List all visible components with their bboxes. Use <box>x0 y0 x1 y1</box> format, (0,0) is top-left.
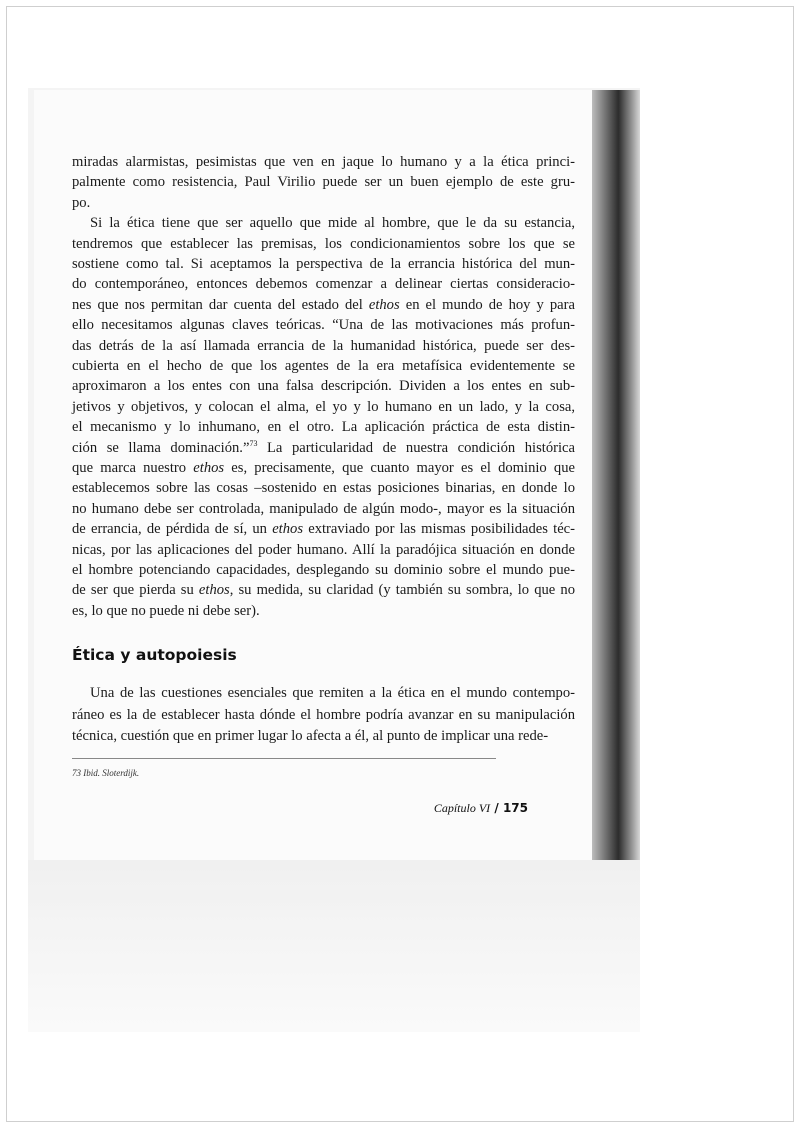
text-line: sostiene como tal. Si aceptamos la perspectiva de la errancia histórica del mun- <box>72 256 575 272</box>
text-line: tendremos que establecer las premisas, los condicionamientos sobre los que se <box>72 235 575 252</box>
text-line: de ser que pierda su ethos, su medida, su claridad (y también su sombra, lo que no <box>72 582 575 599</box>
text-line: el mecanismo y lo inhumano, en el otro. La aplicación práctica de esta distin- <box>72 419 575 436</box>
text-line: aproximaron a los entes con una falsa descripción. Dividen a los entes en sub- <box>72 378 575 395</box>
page-footer <box>400 800 528 816</box>
text-line: Una de las cuestiones esenciales que remiten a la ética en el mundo contempo- <box>90 685 575 701</box>
page-number: 175 <box>502 801 528 815</box>
text-line: jetivos y objetivos, y colocan el alma, el yo y lo humano en un lado, y la cosa, <box>72 398 575 415</box>
text-line: ráneo es la de establecer hasta dónde el hombre podría avanzar en su manipulación <box>72 706 575 723</box>
book-edge-shadow <box>592 90 640 860</box>
text-line: no humano debe ser controlada, manipulado de algún modo-, mayor es la situación <box>72 500 575 517</box>
text-line: nes que nos permitan dar cuenta del estado del ethos en el mundo de hoy y para <box>72 296 575 313</box>
text-line: de errancia, de pérdida de sí, un ethos extraviado por las mismas posibilidades téc- <box>72 521 576 538</box>
text-line: do contemporáneo, entonces debemos comenzar a delinear ciertas consideracio- <box>72 276 575 293</box>
footer-separator: / <box>490 801 503 815</box>
scan-bottom-area <box>28 860 640 1032</box>
text-line: Si la ética tiene que ser aquello que mide al hombre, que le da su estancia, <box>90 215 575 232</box>
text-line: que marca nuestro ethos es, precisamente, que cuanto mayor es el dominio que <box>72 460 575 476</box>
section-heading: Ética y autopoiesis <box>72 646 237 664</box>
text-line: es, lo que no puede ni debe ser). <box>72 602 260 619</box>
text-line: das detrás de la así llamada errancia de la humanidad histórica, puede ser des- <box>72 337 575 354</box>
text-line: palmente como resistencia, Paul Virilio puede ser un buen ejemplo de este gru- <box>72 174 575 191</box>
text-line: po. <box>72 194 91 211</box>
footnote-divider <box>72 758 496 759</box>
text-line: cubierta en el hecho de que los agentes de la era metafísica evidentemente se <box>72 358 575 374</box>
text-line: establecemos sobre las cosas –sostenido en estas posiciones binarias, en donde lo <box>72 480 575 497</box>
text-line: el hombre potenciando capacidades, desplegando su dominio sobre el mundo pue- <box>72 562 575 578</box>
footnote: 73 Ibid. Sloterdijk. <box>72 768 140 778</box>
text-line: ción se llama dominación.”$^{73}$ La particularidad de nuestra condición histórica <box>72 438 575 456</box>
text-line: ello necesitamos algunas claves teóricas. “Una de las motivaciones más profun- <box>72 317 575 334</box>
text-line: miradas alarmistas, pesimistas que ven en jaque lo humano y a la ética princi- <box>72 154 575 170</box>
text-line: técnica, cuestión que en primer lugar lo afecta a él, al punto de implicar una rede- <box>72 728 549 745</box>
text-line: nicas, por las aplicaciones del poder humano. Allí la paradójica situación en donde <box>72 541 575 558</box>
chapter-label: Capítulo VI <box>433 801 491 815</box>
